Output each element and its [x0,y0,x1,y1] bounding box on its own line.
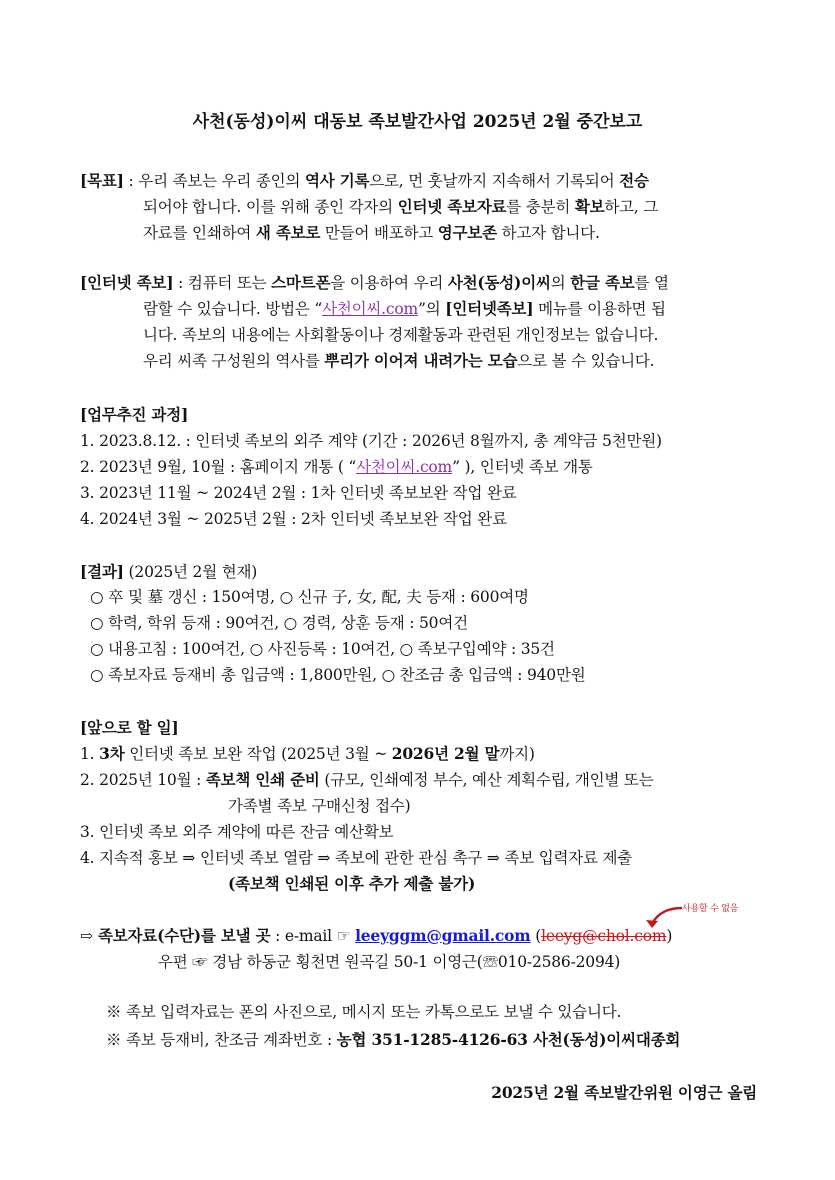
online-line-1 [80,271,669,295]
goal-bold: 새 족보로 [255,223,321,242]
goal-text: 를 충분히 [506,198,575,216]
online-text: 우리 씨족 구성원의 역사를 [143,352,325,370]
goal-text: 되어야 합니다. 이를 위해 종인 각자의 [143,198,398,216]
todo-text: 2. 2025년 10월 : [80,771,206,789]
results-heading [80,560,257,584]
online-text: : 컴퓨터 또는 [173,274,272,292]
progress-heading: [업무추진 과정] [80,405,189,424]
online-text: 를 열 [634,274,669,292]
page-title: 사천(동성)이씨 대동보 족보발간사업 2025년 2월 중간보고 [192,112,643,132]
results-item: ○ 卒 및 墓 갱신 : 150여명, ○ 신규 子, 女, 配, 夫 등재 : 600여명 [90,588,529,606]
todo-item-3: 3. 인터넷 족보 외주 계약에 따른 잔금 예산확보 [80,823,394,841]
online-text: 을 이용하여 우리 [330,274,448,292]
online-label: [인터넷 족보] [80,273,174,292]
todo-text: (규모, 인쇄예정 부수, 예산 계획수립, 개인별 또는 [319,771,654,789]
old-email: leeyg@chol.com [541,927,667,945]
online-text: 으로 볼 수 있습니다. [517,352,655,370]
site-link[interactable]: 사천이씨.com [322,300,419,318]
email-link[interactable]: leeyggm@gmail.com [355,926,531,945]
goal-text: 자료를 인쇄하여 [143,224,256,242]
site-link[interactable]: 사천이씨.com [356,458,453,476]
online-text: 람할 수 있습니다. 방법은 “ [143,300,323,318]
todo-item-2 [80,768,653,792]
todo-text: 까지) [499,745,535,763]
online-bold: 뿌리가 이어져 내려가는 모습 [324,351,518,370]
contact-label: ⇨ 족보자료(수단)를 보낼 곳 [80,926,271,945]
goal-line-3 [143,221,600,245]
results-item: ○ 학력, 학위 등재 : 90여건, ○ 경력, 상훈 등재 : 50여건 [90,614,468,632]
todo-bold: 3차 [99,744,125,763]
todo-item-1 [80,742,535,766]
note-line-1: ※ 족보 입력자료는 폰의 사진으로, 메시지 또는 카톡으로도 보낼 수 있습니다. [106,1003,622,1021]
todo-bold: 2026년 2월 말 [391,744,500,763]
progress-text: 2. 2023년 9월, 10월 : 홈페이지 개통 ( “ [80,458,357,476]
goal-text: 만들어 배포하고 [320,224,438,242]
todo-heading: [앞으로 할 일] [80,718,179,737]
goal-text: 으로, 먼 훗날까지 지속해서 기록되어 [369,172,620,190]
todo-item-4-note: (족보책 인쇄된 이후 추가 제출 불가) [228,874,476,893]
bank-account: 농협 351-1285-4126-63 사천(동성)이씨대종회 [336,1030,681,1049]
signature: 2025년 2월 족보발간위원 이영근 올림 [491,1083,757,1102]
progress-text: ” ), 인터넷 족보 개통 [452,458,593,476]
goal-bold: 전승 [619,171,649,190]
online-bold: 한글 족보 [570,273,635,292]
todo-text: 1. [80,745,100,763]
contact-text: ( [530,927,542,945]
contact-line [80,924,672,948]
goal-line-1 [80,169,649,193]
todo-item-2-cont: 가족별 족보 구매신청 접수) [228,797,411,815]
goal-text: 하고, 그 [604,198,659,216]
goal-bold: 인터넷 족보자료 [397,197,507,216]
todo-text: 인터넷 족보 보완 작업 (2025년 3월 ~ [124,745,392,763]
todo-bold: 족보책 인쇄 준비 [205,770,320,789]
online-text: 메뉴를 이용하면 됩 [533,300,666,318]
online-bold: 사천(동성)이씨 [447,273,551,292]
results-date: (2025년 2월 현재) [123,563,258,581]
progress-item-1: 1. 2023.8.12. : 인터넷 족보의 외주 계약 (기간 : 2026년 8월까지, 총 계약금 5천만원) [80,432,662,450]
note-line-2 [106,1028,680,1052]
postal-address: 우편 ☞ 경남 하동군 횡천면 원곡길 50-1 이영근(☏010-2586-2094) [158,953,621,971]
goal-label: [목표] [80,171,124,190]
online-line-2 [143,297,666,321]
online-bold: [인터넷족보] [445,299,534,318]
online-line-4 [143,349,654,373]
todo-item-4: 4. 지속적 홍보 ⇒ 인터넷 족보 열람 ⇒ 족보에 관한 관심 촉구 ⇒ 족보 입력자료 제출 [80,849,633,867]
online-text: 의 [550,274,571,292]
results-item: ○ 내용고침 : 100여건, ○ 사진등록 : 10여건, ○ 족보구입예약 : 35건 [90,640,555,658]
note-text: ※ 족보 등재비, 찬조금 계좌번호 : [106,1031,337,1049]
contact-text: : e-mail ☞ [270,927,356,945]
progress-item-2 [80,455,593,479]
goal-line-2 [143,195,658,219]
contact-text: ) [666,927,673,945]
goal-bold: 영구보존 [437,223,497,242]
goal-text: : 우리 족보는 우리 종인의 [123,172,305,190]
results-label: [결과] [80,562,124,581]
online-bold: 스마트폰 [271,273,331,292]
online-text: ”의 [418,300,446,318]
goal-bold: 역사 기록 [304,171,370,190]
goal-text: 하고자 합니다. [496,224,600,242]
goal-bold: 확보 [574,197,605,216]
progress-item-3: 3. 2023년 11월 ~ 2024년 2월 : 1차 인터넷 족보보완 작업 완료 [80,484,517,502]
unusable-note: 사용할 수 없음 [682,904,739,914]
progress-item-4: 4. 2024년 3월 ~ 2025년 2월 : 2차 인터넷 족보보완 작업 완료 [80,510,507,528]
results-item: ○ 족보자료 등재비 총 입금액 : 1,800만원, ○ 찬조금 총 입금액 : 940만원 [90,666,586,684]
online-line-3: 니다. 족보의 내용에는 사회활동이나 경제활동과 관련된 개인정보는 없습니다. [143,326,659,344]
